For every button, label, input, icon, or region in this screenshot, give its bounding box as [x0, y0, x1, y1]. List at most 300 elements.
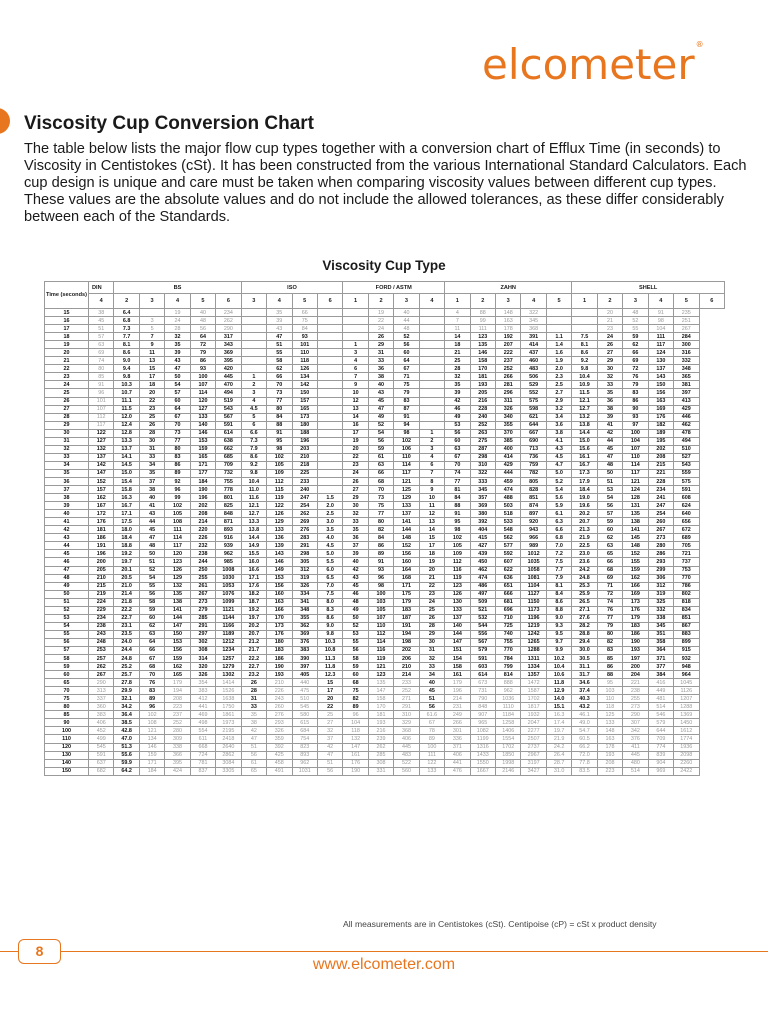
value-cell: 196 — [89, 550, 114, 558]
value-cell: 932 — [674, 655, 699, 663]
value-cell: 14 — [419, 526, 444, 534]
cup-size-header: 6 — [317, 294, 342, 309]
table-row — [45, 325, 725, 333]
value-cell: 12.7 — [241, 510, 266, 518]
value-cell: 17.4 — [546, 719, 571, 727]
value-cell: 62 — [139, 622, 164, 630]
value-cell — [546, 317, 571, 325]
value-cell: 210 — [292, 453, 317, 461]
cup-size-header: 4 — [89, 294, 114, 309]
value-cell: 135 — [623, 510, 648, 518]
value-cell: 37.4 — [572, 687, 597, 695]
value-cell: 23 — [597, 325, 622, 333]
value-cell: 10 — [343, 389, 368, 397]
value-cell: 95 — [445, 518, 470, 526]
value-cell: 178 — [496, 325, 521, 333]
value-cell: 291 — [190, 622, 215, 630]
value-cell: 312 — [648, 582, 673, 590]
value-cell: 85 — [89, 373, 114, 381]
value-cell: 969 — [648, 767, 673, 775]
value-cell: 153 — [267, 574, 292, 582]
value-cell — [343, 333, 368, 341]
cup-size-header: 5 — [674, 294, 699, 309]
value-cell — [419, 365, 444, 373]
value-cell: 3.6 — [546, 421, 571, 429]
value-cell: 3.0 — [317, 518, 342, 526]
value-cell: 1369 — [674, 711, 699, 719]
value-cell: 662 — [216, 445, 241, 453]
value-cell: 76 — [139, 679, 164, 687]
value-cell: 1316 — [470, 743, 495, 751]
value-cell: 181 — [368, 711, 393, 719]
value-cell: 96 — [89, 389, 114, 397]
value-cell: 255 — [190, 574, 215, 582]
value-cell: 23.5 — [114, 630, 139, 638]
value-cell: 127 — [190, 405, 215, 413]
value-cell: 759 — [521, 461, 546, 469]
value-cell — [317, 413, 342, 421]
value-cell: 179 — [165, 679, 190, 687]
value-cell: 208 — [597, 759, 622, 767]
value-cell: 281 — [496, 381, 521, 389]
value-cell: 214 — [445, 695, 470, 703]
value-cell: 273 — [190, 598, 215, 606]
value-cell: 136 — [267, 534, 292, 542]
value-cell: 54 — [165, 381, 190, 389]
value-cell: 299 — [648, 566, 673, 574]
value-cell: 287 — [470, 445, 495, 453]
table-row — [45, 510, 725, 518]
value-cell: 72 — [597, 590, 622, 598]
value-cell: 148 — [597, 727, 622, 735]
value-cell — [241, 317, 266, 325]
value-cell: 1 — [419, 429, 444, 437]
value-cell: 91 — [445, 510, 470, 518]
value-cell — [419, 333, 444, 341]
value-cell: 63 — [597, 542, 622, 550]
value-cell: 3427 — [521, 767, 546, 775]
time-cell: 150 — [45, 767, 89, 775]
value-cell: 20.7 — [241, 630, 266, 638]
value-cell: 1302 — [216, 671, 241, 679]
value-cell: 202 — [190, 502, 215, 510]
value-cell: 190 — [190, 486, 215, 494]
value-cell: 685 — [216, 453, 241, 461]
value-cell: 285 — [368, 751, 393, 759]
value-cell: 21 — [419, 574, 444, 582]
value-cell: 60 — [394, 349, 419, 357]
value-cell: 24.8 — [572, 574, 597, 582]
value-cell: 38 — [368, 373, 393, 381]
value-cell: 354 — [190, 679, 215, 687]
value-cell: 42 — [445, 397, 470, 405]
value-cell: 42.8 — [114, 727, 139, 735]
value-cell: 266 — [496, 373, 521, 381]
value-cell: 138 — [165, 598, 190, 606]
value-cell: 24.4 — [114, 646, 139, 654]
value-cell: 71 — [394, 373, 419, 381]
value-cell: 313 — [89, 687, 114, 695]
value-cell: 107 — [89, 405, 114, 413]
value-cell: 47 — [317, 751, 342, 759]
value-cell: 62 — [267, 365, 292, 373]
value-cell: 29 — [597, 357, 622, 365]
value-cell: 55 — [139, 582, 164, 590]
value-cell: 713 — [521, 445, 546, 453]
value-cell: 9.0 — [546, 614, 571, 622]
value-cell: 52 — [368, 421, 393, 429]
value-cell: 781 — [190, 759, 215, 767]
value-cell: 11.1 — [114, 397, 139, 405]
value-cell: 450 — [470, 558, 495, 566]
value-cell: 5.5 — [317, 558, 342, 566]
value-cell: 208 — [648, 453, 673, 461]
value-cell: 6 — [241, 421, 266, 429]
value-cell: 11.6 — [241, 494, 266, 502]
value-cell: 29.4 — [572, 638, 597, 646]
value-cell: 1861 — [216, 711, 241, 719]
value-cell: 83.5 — [572, 767, 597, 775]
value-cell: 1288 — [521, 646, 546, 654]
value-cell: 965 — [470, 719, 495, 727]
value-cell: 80 — [597, 630, 622, 638]
cup-group-header: ISO — [241, 282, 343, 294]
value-cell: 13 — [419, 518, 444, 526]
value-cell: 644 — [521, 421, 546, 429]
value-cell: 53 — [343, 630, 368, 638]
value-cell: 26 — [597, 341, 622, 349]
value-cell: 114 — [368, 638, 393, 646]
value-cell: 286 — [648, 550, 673, 558]
value-cell: 65 — [597, 550, 622, 558]
value-cell: 105 — [267, 461, 292, 469]
value-cell: 284 — [674, 333, 699, 341]
value-cell — [317, 309, 342, 317]
value-cell: 376 — [292, 638, 317, 646]
value-cell: 2146 — [496, 767, 521, 775]
value-cell: 3.4 — [546, 413, 571, 421]
value-cell: 13 — [343, 405, 368, 413]
value-cell: 15 — [419, 534, 444, 542]
value-cell: 197 — [623, 655, 648, 663]
value-cell: 8.8 — [546, 606, 571, 614]
table-row — [45, 638, 725, 646]
value-cell: 33 — [139, 453, 164, 461]
value-cell: 89 — [165, 469, 190, 477]
value-cell: 369 — [470, 502, 495, 510]
value-cell: 123 — [368, 671, 393, 679]
value-cell: 56 — [139, 590, 164, 598]
value-cell — [317, 333, 342, 341]
value-cell: 673 — [470, 679, 495, 687]
value-cell: 317 — [216, 333, 241, 341]
value-cell: 25.3 — [572, 582, 597, 590]
value-cell: 183 — [267, 646, 292, 654]
value-cell: 103 — [597, 687, 622, 695]
value-cell: 134 — [292, 373, 317, 381]
value-cell: 162 — [89, 494, 114, 502]
value-cell: 16.3 — [546, 711, 571, 719]
value-cell: 263 — [470, 429, 495, 437]
value-cell: 544 — [470, 622, 495, 630]
value-cell: 32 — [419, 655, 444, 663]
value-cell: 35 — [139, 469, 164, 477]
value-cell: 916 — [216, 534, 241, 542]
value-cell: 103 — [368, 598, 393, 606]
value-cell: 146 — [267, 558, 292, 566]
viscosity-conversion-table — [44, 281, 725, 776]
value-cell: 1126 — [674, 687, 699, 695]
value-cell: 57 — [165, 389, 190, 397]
value-cell: 28 — [241, 687, 266, 695]
value-cell: 26 — [343, 477, 368, 485]
table-row — [45, 558, 725, 566]
value-cell: 2 — [419, 437, 444, 445]
value-cell: 99 — [165, 494, 190, 502]
value-cell: 13.3 — [241, 518, 266, 526]
value-cell: 128 — [623, 494, 648, 502]
table-body — [45, 282, 725, 776]
value-cell: 161 — [343, 751, 368, 759]
value-cell: 755 — [216, 477, 241, 485]
value-cell: 10.4 — [572, 373, 597, 381]
value-cell: 19 — [368, 309, 393, 317]
value-cell: 89 — [343, 703, 368, 711]
value-cell: 45 — [368, 397, 393, 405]
value-cell: 45 — [419, 687, 444, 695]
value-cell: 491 — [267, 767, 292, 775]
value-cell: 82 — [368, 526, 393, 534]
value-cell: 186 — [89, 534, 114, 542]
value-cell: 31 — [368, 349, 393, 357]
table-row — [45, 534, 725, 542]
value-cell: 397 — [674, 389, 699, 397]
cup-size-header: 5 — [190, 294, 215, 309]
value-cell: 39 — [445, 389, 470, 397]
value-cell: 153 — [165, 638, 190, 646]
time-cell: 32 — [45, 445, 89, 453]
value-cell: 83 — [165, 453, 190, 461]
value-cell: 5.6 — [546, 494, 571, 502]
value-cell: 145 — [623, 534, 648, 542]
value-cell: 851 — [674, 614, 699, 622]
value-cell: 445 — [394, 743, 419, 751]
value-cell: 18.4 — [572, 486, 597, 494]
value-cell: 1144 — [216, 614, 241, 622]
value-cell: 415 — [470, 534, 495, 542]
value-cell: 333 — [470, 477, 495, 485]
value-cell: 15 — [317, 679, 342, 687]
value-cell: 21.9 — [546, 735, 571, 743]
website-link[interactable]: www.elcometer.com — [312, 956, 456, 973]
value-cell: 9.9 — [546, 646, 571, 654]
value-cell: 95 — [597, 679, 622, 687]
value-cell: 125 — [394, 486, 419, 494]
value-cell: 110 — [292, 349, 317, 357]
value-cell — [419, 397, 444, 405]
value-cell: 383 — [89, 711, 114, 719]
value-cell: 59 — [368, 445, 393, 453]
value-cell: 132 — [343, 735, 368, 743]
value-cell: 559 — [674, 469, 699, 477]
value-cell: 122 — [419, 759, 444, 767]
value-cell: 474 — [470, 574, 495, 582]
value-cell: 351 — [648, 630, 673, 638]
value-cell: 112 — [445, 558, 470, 566]
value-cell: 175 — [394, 590, 419, 598]
value-cell: 1817 — [521, 703, 546, 711]
value-cell: 95 — [267, 437, 292, 445]
value-cell: 39 — [343, 550, 368, 558]
value-cell: 133 — [267, 526, 292, 534]
time-cell: 58 — [45, 655, 89, 663]
value-cell: 1110 — [496, 703, 521, 711]
value-cell: 16.3 — [114, 494, 139, 502]
value-cell: 93 — [190, 365, 215, 373]
value-cell: 89 — [419, 735, 444, 743]
value-cell: 74 — [597, 598, 622, 606]
value-cell: 102 — [394, 437, 419, 445]
value-cell: 160 — [394, 558, 419, 566]
value-cell: 5.2 — [546, 477, 571, 485]
table-row — [45, 317, 725, 325]
value-cell — [317, 477, 342, 485]
value-cell: 262 — [216, 317, 241, 325]
value-cell: 64 — [165, 405, 190, 413]
value-cell: 68 — [343, 679, 368, 687]
value-cell: 888 — [496, 679, 521, 687]
value-cell: 51 — [419, 695, 444, 703]
value-cell: 614 — [216, 429, 241, 437]
value-cell: 146 — [470, 349, 495, 357]
value-cell: 56 — [419, 703, 444, 711]
value-cell: 1526 — [216, 687, 241, 695]
table-row — [45, 333, 725, 341]
value-cell: 77.8 — [572, 759, 597, 767]
value-cell: 391 — [521, 333, 546, 341]
value-cell: 519 — [216, 397, 241, 405]
value-cell: 1334 — [521, 663, 546, 671]
value-cell: 6.1 — [546, 510, 571, 518]
value-cell: 102 — [139, 711, 164, 719]
value-cell: 1199 — [470, 735, 495, 743]
time-cell: 19 — [45, 341, 89, 349]
table-row — [45, 550, 725, 558]
value-cell: 28.7 — [546, 759, 571, 767]
value-cell: 326 — [292, 582, 317, 590]
value-cell: 257 — [89, 655, 114, 663]
value-cell — [317, 453, 342, 461]
value-cell: 638 — [216, 437, 241, 445]
value-cell: 110 — [368, 622, 393, 630]
time-cell: 44 — [45, 542, 89, 550]
value-cell: 50 — [139, 550, 164, 558]
value-cell: 380 — [470, 510, 495, 518]
value-cell: 105 — [445, 542, 470, 550]
value-cell: 24 — [419, 598, 444, 606]
value-cell: 206 — [394, 655, 419, 663]
value-cell — [419, 421, 444, 429]
cup-size-header: 3 — [241, 294, 266, 309]
value-cell: 104 — [343, 719, 368, 727]
table-row — [45, 566, 725, 574]
value-cell: 117 — [89, 421, 114, 429]
value-cell: 118 — [597, 703, 622, 711]
value-cell — [317, 461, 342, 469]
value-cell: 86 — [597, 663, 622, 671]
value-cell: 545 — [292, 703, 317, 711]
value-cell: 271 — [394, 695, 419, 703]
value-cell: 225 — [292, 469, 317, 477]
value-cell: 300 — [674, 341, 699, 349]
value-cell: 223 — [165, 703, 190, 711]
value-cell: 122 — [89, 429, 114, 437]
value-cell: 15.0 — [572, 437, 597, 445]
value-cell — [343, 325, 368, 333]
value-cell: 2 — [241, 381, 266, 389]
value-cell: 43 — [139, 510, 164, 518]
value-cell: 427 — [470, 542, 495, 550]
value-cell: 577 — [496, 542, 521, 550]
time-cell: 31 — [45, 437, 89, 445]
value-cell: 12.9 — [546, 687, 571, 695]
value-cell: 34 — [139, 461, 164, 469]
value-cell: 54 — [368, 429, 393, 437]
value-cell: 11 — [445, 325, 470, 333]
value-cell: 1076 — [216, 590, 241, 598]
value-cell: 11.0 — [241, 486, 266, 494]
value-cell: 966 — [521, 534, 546, 542]
value-cell: 11.8 — [317, 663, 342, 671]
table-row — [45, 655, 725, 663]
time-cell: 55 — [45, 630, 89, 638]
value-cell: 144 — [445, 630, 470, 638]
value-cell: 94 — [394, 421, 419, 429]
value-cell: 55 — [623, 325, 648, 333]
value-cell: 17.5 — [114, 518, 139, 526]
value-cell: 247 — [648, 502, 673, 510]
value-cell: 2195 — [216, 727, 241, 735]
value-cell: 200 — [623, 663, 648, 671]
value-cell: 181 — [89, 526, 114, 534]
value-cell: 96 — [165, 486, 190, 494]
time-cell: 21 — [45, 357, 89, 365]
value-cell: 2.0 — [546, 365, 571, 373]
value-cell — [241, 357, 266, 365]
value-cell: 34.2 — [114, 703, 139, 711]
value-cell: 1242 — [521, 630, 546, 638]
value-cell: 543 — [674, 461, 699, 469]
table-row — [45, 735, 725, 743]
table-row — [45, 743, 725, 751]
value-cell: 42 — [597, 429, 622, 437]
value-cell: 368 — [394, 727, 419, 735]
value-cell: 210 — [267, 679, 292, 687]
value-cell: 12 — [343, 397, 368, 405]
value-cell: 196 — [445, 687, 470, 695]
value-cell: 948 — [674, 663, 699, 671]
time-cell: 48 — [45, 574, 89, 582]
value-cell: 109 — [267, 469, 292, 477]
value-cell: 580 — [292, 711, 317, 719]
value-cell: 9 — [419, 486, 444, 494]
value-cell: 22.5 — [572, 542, 597, 550]
value-cell: 4 — [343, 357, 368, 365]
value-cell: 424 — [165, 767, 190, 775]
value-cell: 262 — [292, 510, 317, 518]
value-cell: 556 — [470, 630, 495, 638]
value-cell: 15.4 — [114, 477, 139, 485]
